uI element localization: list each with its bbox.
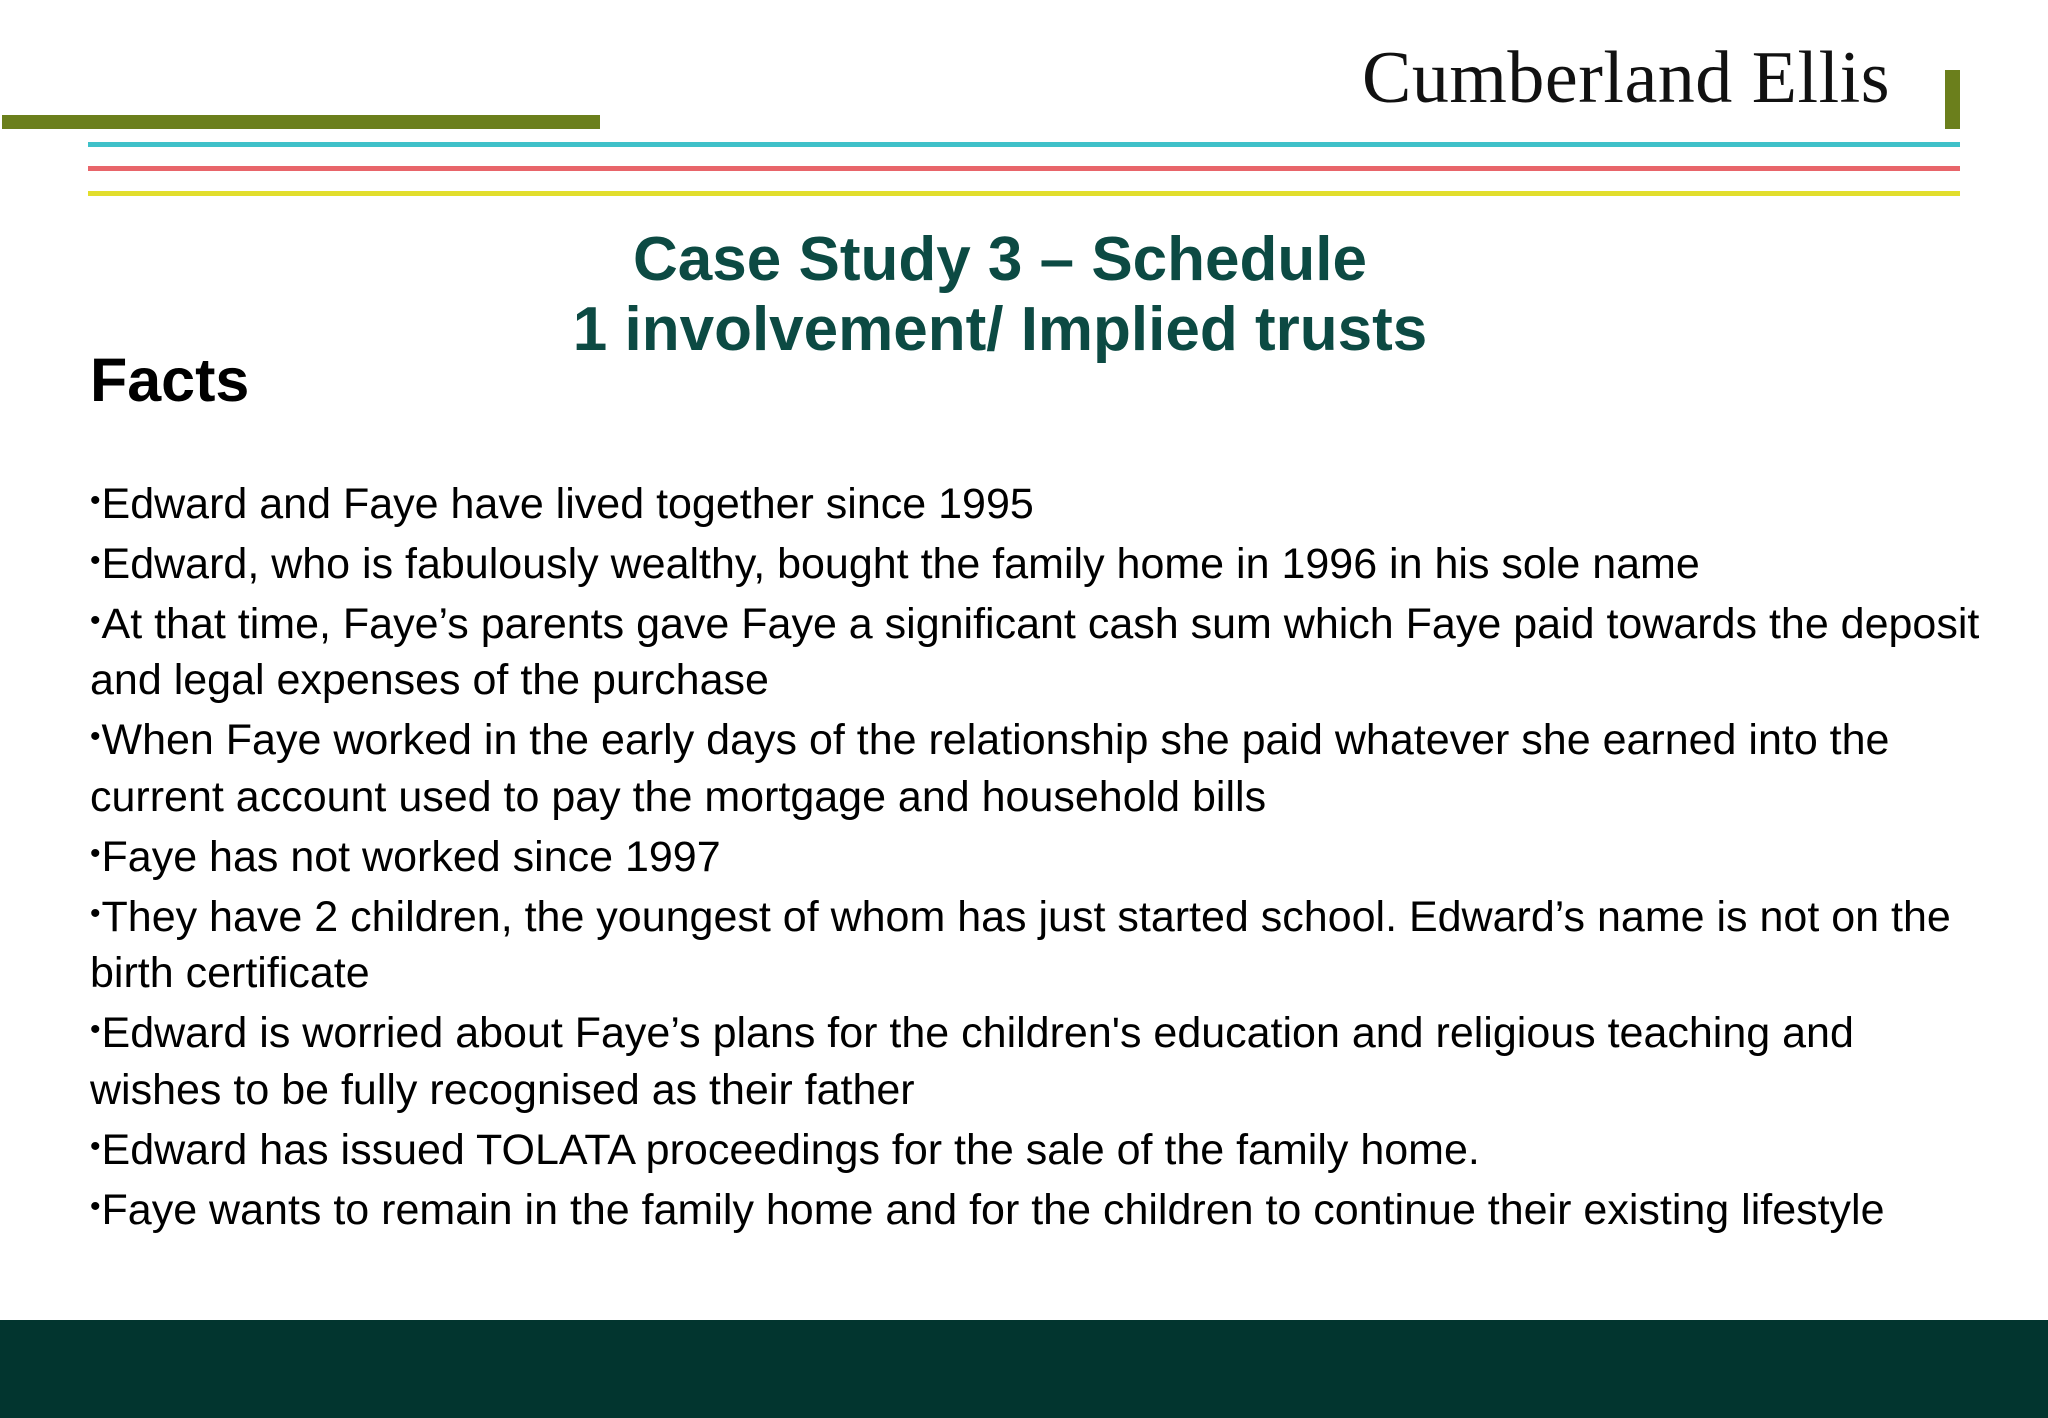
header-rule-teal [88,142,1960,147]
logo-wordmark: Cumberland Ellis [1362,37,1890,119]
fact-item: • When Faye worked in the early days of the relationship she paid whatever she earned into the current account used to pay the mortgage and household bills [90,709,1990,826]
slide-title [400,225,1600,365]
logo-underline-bar [2,115,600,129]
fact-item: • Edward and Faye have lived together since 1995 [90,473,1990,533]
fact-item: • Edward, who is fabulously wealthy, bought the family home in 1996 in his sole name [90,533,1990,593]
fact-item: • Edward has issued TOLATA proceedings for the sale of the family home. [90,1119,1990,1179]
header-rule-yellow [88,191,1960,196]
company-logo [1360,36,1960,128]
facts-heading: Facts [90,346,250,414]
facts-list [90,473,1990,1238]
slide-title-line-1: Case Study 3 – Schedule [633,225,1367,294]
fact-item: • Edward is worried about Faye’s plans for the children's education and religious teaching and wishes to be fully recognised as their father [90,1002,1990,1119]
slide-title-line-2: 1 involvement/ Implied trusts [572,295,1428,364]
footer-band [0,1320,2048,1418]
fact-item: • Faye wants to remain in the family home and for the children to continue their existing lifestyle [90,1179,1990,1239]
fact-item: • They have 2 children, the youngest of whom has just started school. Edward’s name is not on the birth certificate [90,886,1990,1003]
header-rule-red [88,166,1960,171]
logo-corner-bar [1945,70,1960,129]
fact-item: • At that time, Faye’s parents gave Faye a significant cash sum which Faye paid towards the deposit and legal expenses of the purchase [90,593,1990,710]
fact-item: • Faye has not worked since 1997 [90,826,1990,886]
